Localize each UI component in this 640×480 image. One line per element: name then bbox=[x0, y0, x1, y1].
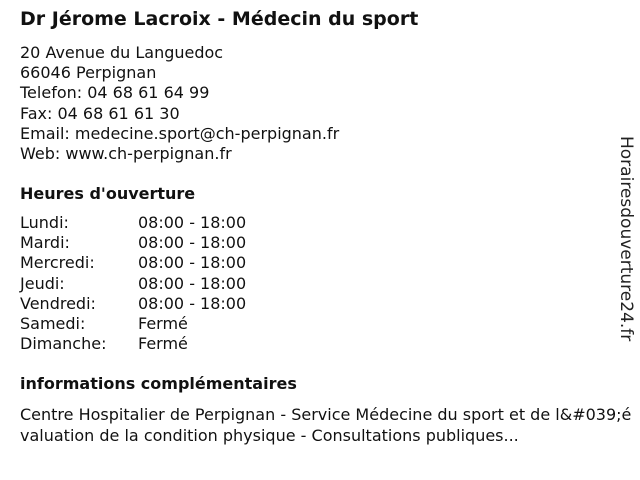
fax-number: Fax: 04 68 61 61 30 bbox=[20, 103, 180, 123]
email-address: Email: medecine.sport@ch-perpignan.fr bbox=[20, 123, 340, 143]
day-label: Mardi: bbox=[20, 233, 70, 253]
time-value: 08:00 - 18:00 bbox=[138, 273, 247, 293]
additional-info-text: Centre Hospitalier de Perpignan - Service Médecine du sport et de l&#039;évaluation de la condition physique - Consultations publiques... bbox=[20, 405, 632, 445]
day-label: Lundi: bbox=[20, 213, 69, 232]
phone-number: Telefon: 04 68 61 64 99 bbox=[20, 83, 210, 103]
street-address: 20 Avenue du Languedoc bbox=[20, 43, 224, 62]
city-postal: 66046 Perpignan bbox=[20, 63, 157, 83]
time-value: Fermé bbox=[138, 313, 188, 333]
day-label: Samedi: bbox=[20, 313, 86, 333]
opening-hours-heading: Heures d'ouverture bbox=[20, 184, 196, 203]
time-value: 08:00 - 18:00 bbox=[138, 293, 247, 313]
website-url: Web: www.ch-perpignan.fr bbox=[20, 144, 232, 164]
site-watermark: Horairesdouverture24.fr bbox=[616, 136, 636, 342]
time-value: 08:00 - 18:00 bbox=[138, 233, 247, 253]
day-label: Jeudi: bbox=[20, 273, 65, 293]
time-value: 08:00 - 18:00 bbox=[138, 213, 247, 232]
day-label: Vendredi: bbox=[20, 293, 96, 313]
day-label: Dimanche: bbox=[20, 334, 107, 354]
day-label: Mercredi: bbox=[20, 253, 95, 273]
additional-info-heading: informations complémentaires bbox=[20, 374, 297, 393]
contact-block bbox=[20, 43, 339, 164]
time-value: Fermé bbox=[138, 334, 188, 354]
page-title: Dr Jérome Lacroix - Médecin du sport bbox=[20, 8, 419, 30]
time-value: 08:00 - 18:00 bbox=[138, 253, 247, 273]
